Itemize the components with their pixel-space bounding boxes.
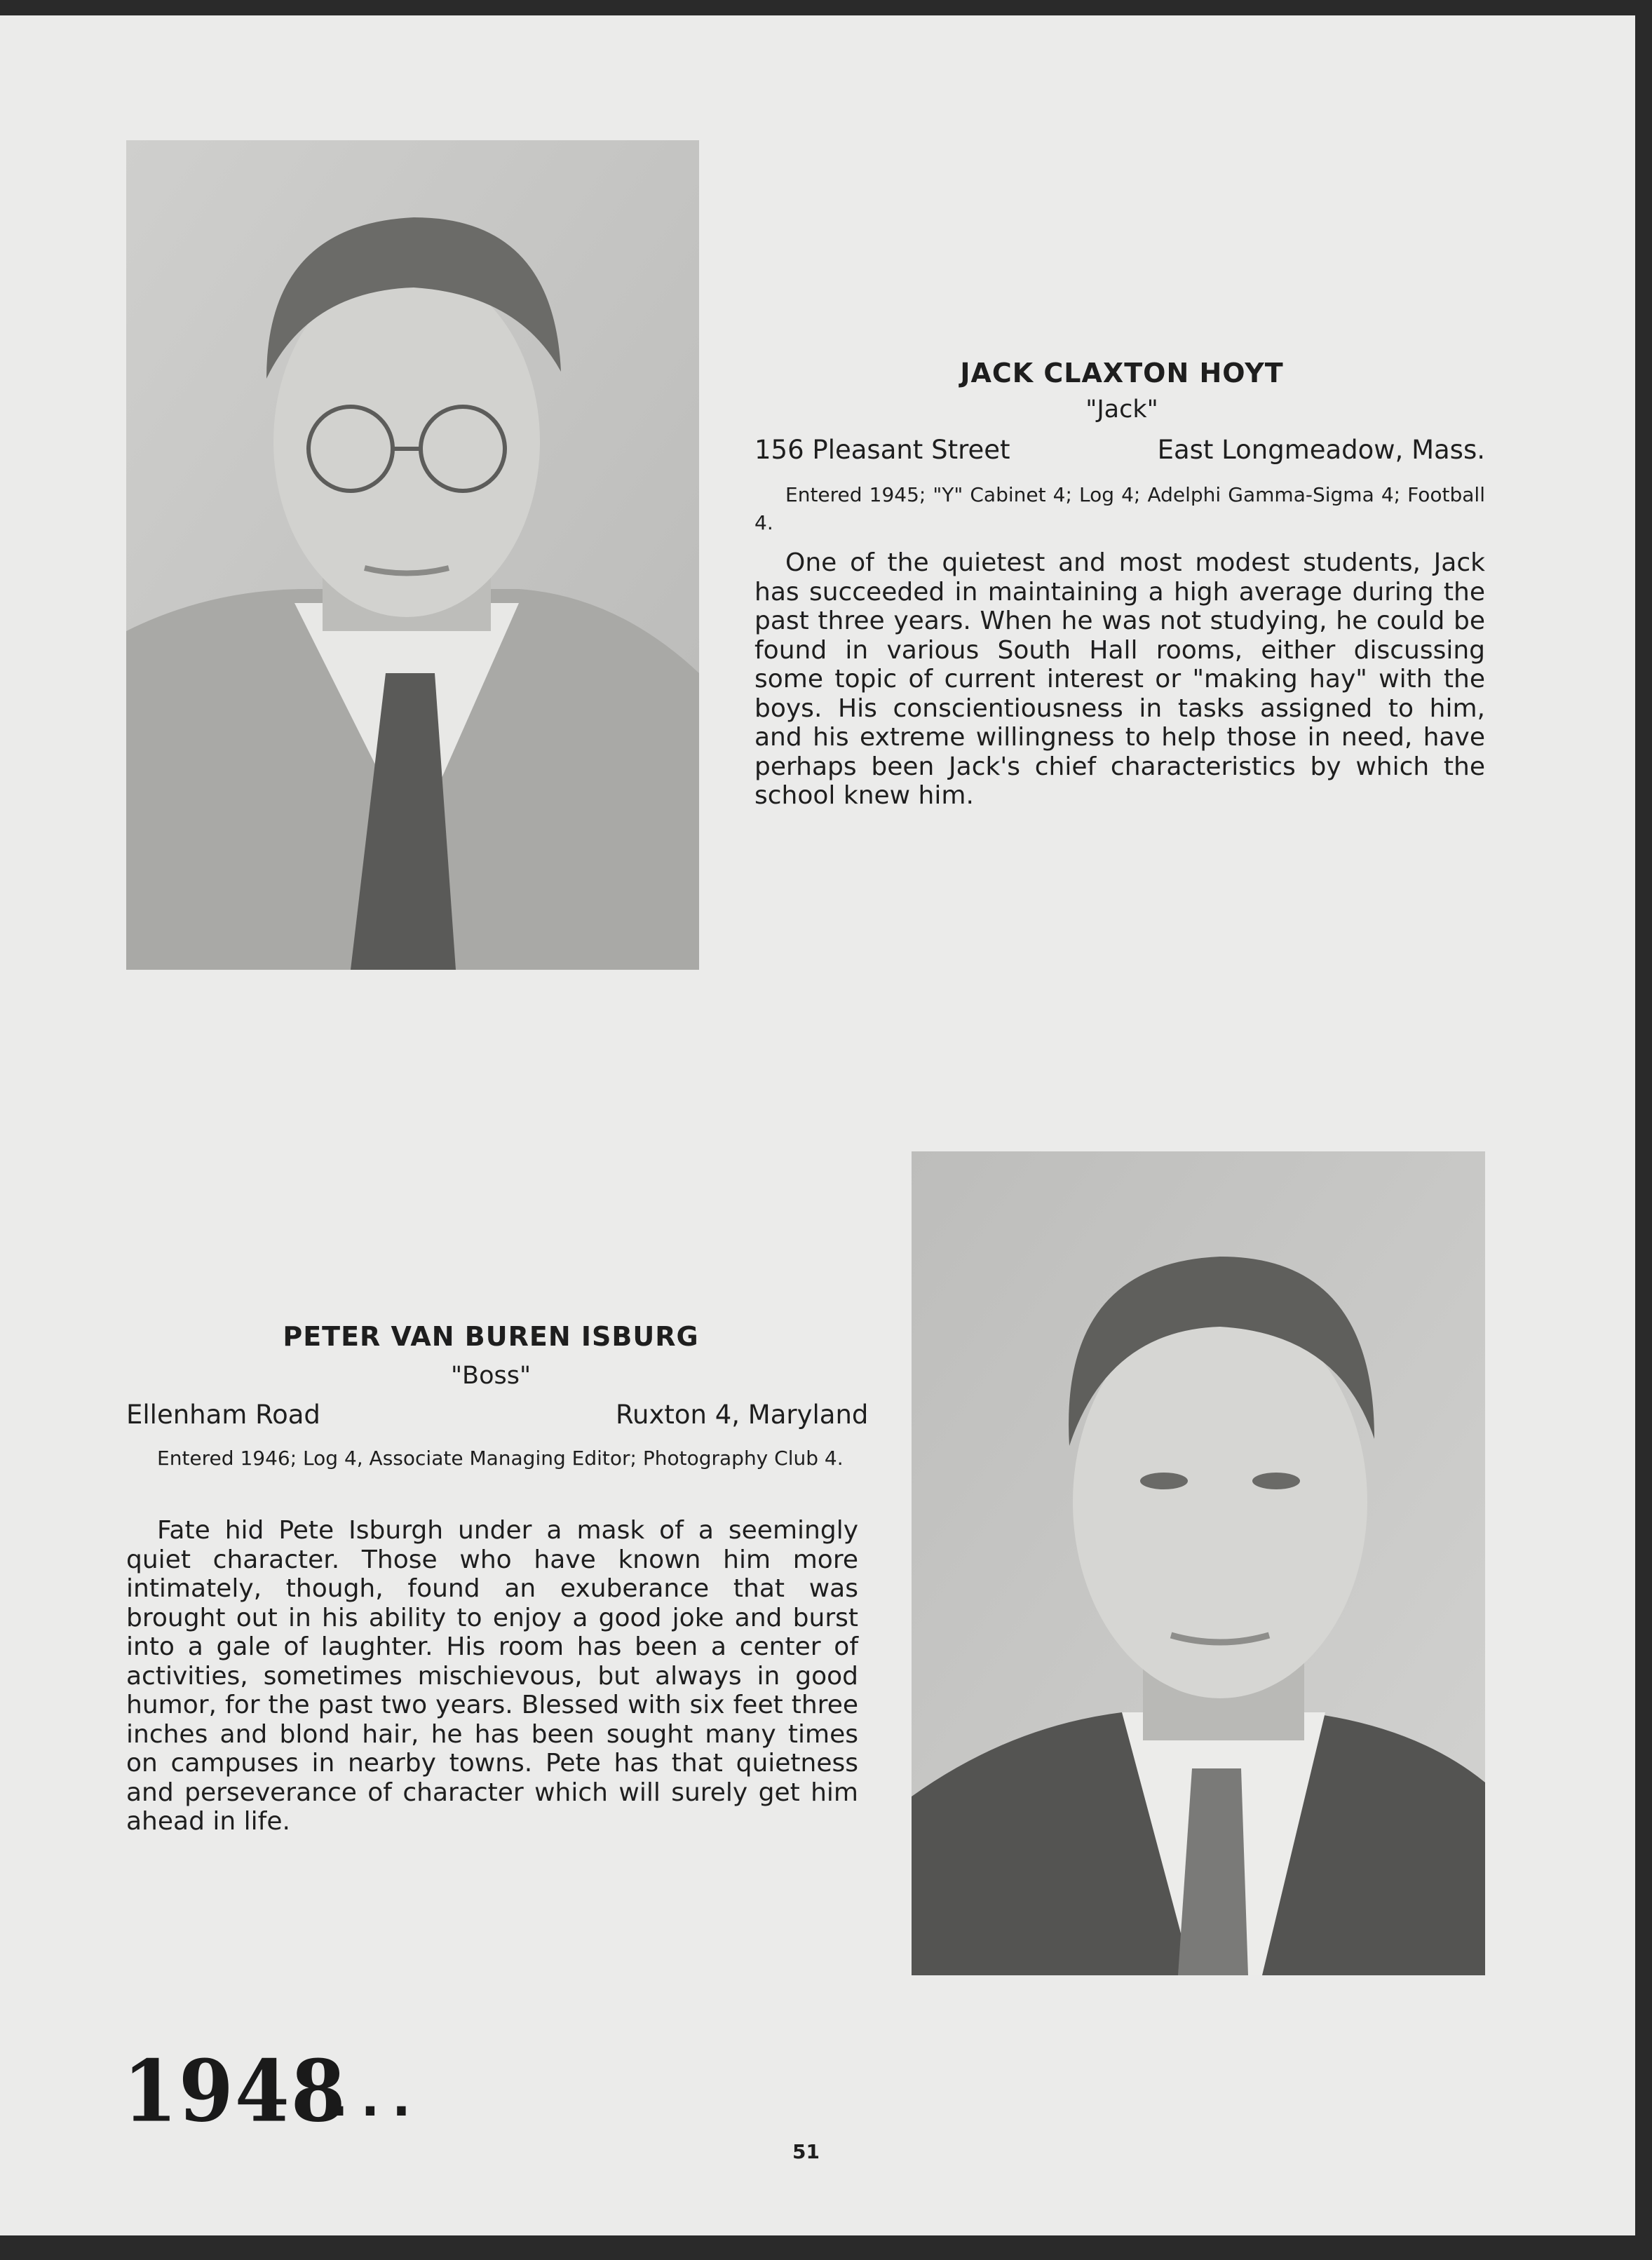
- biography-text: One of the quietest and most modest students, Jack has succeeded in maintaining a high average during the past three years. When he was not studying, he could be found in various South Hall rooms, either discussing some topic of current interest or "making hay" with the boys. His conscientiousness in tasks assigned to him, and his extreme willingness to help those in need, have perhaps been Jack's chief characteristics by which the school knew him.: [754, 548, 1485, 810]
- activities-list: [754, 481, 1485, 537]
- portrait-photo-hoyt: [126, 140, 699, 970]
- town-address: Ruxton 4, Maryland: [616, 1400, 869, 1430]
- page-number: 51: [792, 2140, 820, 2163]
- year-logo: 1948: [123, 2042, 347, 2141]
- activities-text: Entered 1945; "Y" Cabinet 4; Log 4; Adelphi Gamma-Sigma 4; Football 4.: [754, 483, 1485, 534]
- student-nickname: "Jack": [1085, 395, 1158, 424]
- activities-list: [126, 1444, 858, 1473]
- activities-text: Entered 1946; Log 4, Associate Managing Editor; Photography Club 4.: [157, 1447, 844, 1470]
- student-name: JACK CLAXTON HOYT: [960, 358, 1284, 388]
- portrait-icon: [126, 140, 699, 970]
- street-address: 156 Pleasant Street: [754, 435, 1010, 465]
- biography: [126, 1516, 858, 1836]
- student-name: PETER VAN BUREN ISBURG: [283, 1321, 699, 1352]
- ellipsis: ...: [330, 2070, 424, 2127]
- biography: [754, 548, 1485, 811]
- yearbook-page: [0, 15, 1635, 2235]
- student-nickname: "Boss": [450, 1362, 532, 1390]
- portrait-icon: [912, 1151, 1485, 1975]
- town-address: East Longmeadow, Mass.: [1157, 435, 1485, 465]
- street-address: Ellenham Road: [126, 1400, 320, 1430]
- portrait-photo-isburg: [912, 1151, 1485, 1975]
- biography-text: Fate hid Pete Isburgh under a mask of a seemingly quiet character. Those who have known him more intimately, though, found an exuberance that was brought out in his ability to enjoy a good joke and burst into a gale of laughter. His room has been a center of activities, sometimes mischievous, but always in good humor, for the past two years. Blessed with six feet three inches and blond hair, he has been sought many times on campuses in nearby towns. Pete has that quietness and perseverance of character which will surely get him ahead in life.: [126, 1516, 858, 1836]
